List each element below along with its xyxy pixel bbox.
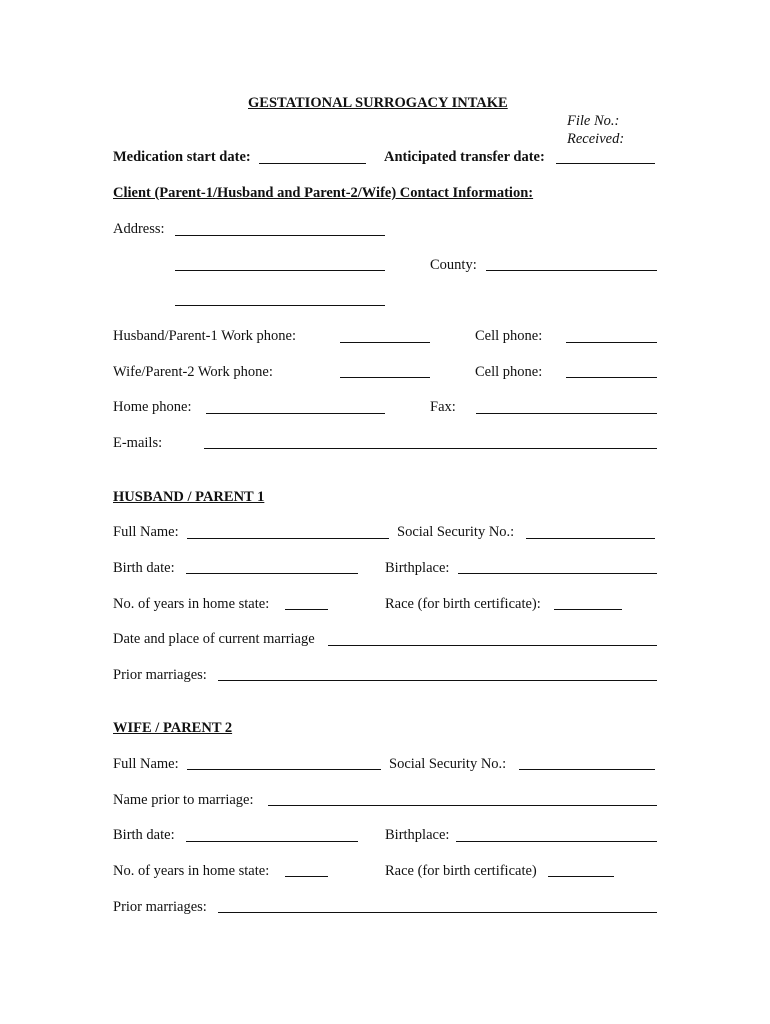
parent1-ssn-field[interactable] [526, 538, 655, 539]
parent1-years-home-state-field[interactable] [285, 609, 328, 610]
parent2-birthplace-label: Birthplace: [385, 827, 450, 843]
medication-start-label: Medication start date: [113, 149, 251, 165]
received-label: Received: [567, 131, 625, 147]
parent2-years-home-state-label: No. of years in home state: [113, 863, 270, 879]
page-title: GESTATIONAL SURROGACY INTAKE [248, 95, 508, 111]
anticipated-transfer-label: Anticipated transfer date: [384, 149, 545, 165]
address-line-2-field[interactable] [175, 270, 385, 271]
parent2-birthplace-field[interactable] [456, 841, 657, 842]
parent2-ssn-field[interactable] [519, 769, 655, 770]
parent2-birth-date-field[interactable] [186, 841, 358, 842]
anticipated-transfer-field[interactable] [556, 163, 655, 164]
parent2-full-name-label: Full Name: [113, 756, 179, 772]
emails-field[interactable] [204, 448, 657, 449]
wife-cell-phone-field[interactable] [566, 377, 657, 378]
parent2-prior-marriages-label: Prior marriages: [113, 899, 207, 915]
parent1-prior-marriages-field[interactable] [218, 680, 657, 681]
wife-cell-phone-label: Cell phone: [475, 364, 543, 380]
parent1-race-field[interactable] [554, 609, 622, 610]
parent2-full-name-field[interactable] [187, 769, 381, 770]
medication-start-field[interactable] [259, 163, 366, 164]
address-line-3-field[interactable] [175, 305, 385, 306]
parent1-ssn-label: Social Security No.: [397, 524, 515, 540]
parent1-full-name-field[interactable] [187, 538, 389, 539]
parent2-name-prior-label: Name prior to marriage: [113, 792, 254, 808]
emails-label: E-mails: [113, 435, 163, 451]
address-label: Address: [113, 221, 165, 237]
husband-cell-phone-label: Cell phone: [475, 328, 543, 344]
parent1-marriage-label: Date and place of current marriage [113, 631, 315, 647]
parent2-birth-date-label: Birth date: [113, 827, 175, 843]
parent2-ssn-label: Social Security No.: [389, 756, 507, 772]
parent2-name-prior-field[interactable] [268, 805, 657, 806]
husband-cell-phone-field[interactable] [566, 342, 657, 343]
parent1-birth-date-field[interactable] [186, 573, 358, 574]
parent1-birthplace-field[interactable] [458, 573, 657, 574]
parent1-prior-marriages-label: Prior marriages: [113, 667, 207, 683]
parent1-heading: HUSBAND / PARENT 1 [113, 489, 265, 505]
address-line-1-field[interactable] [175, 235, 385, 236]
contact-heading: Client (Parent-1/Husband and Parent-2/Wife) Contact Information: [113, 185, 534, 201]
wife-work-phone-label: Wife/Parent-2 Work phone: [113, 364, 273, 380]
parent2-prior-marriages-field[interactable] [218, 912, 657, 913]
parent1-birth-date-label: Birth date: [113, 560, 175, 576]
fax-label: Fax: [430, 399, 456, 415]
county-field[interactable] [486, 270, 657, 271]
parent1-full-name-label: Full Name: [113, 524, 179, 540]
file-number-label: File No.: [567, 113, 620, 129]
parent1-years-home-state-label: No. of years in home state: [113, 596, 270, 612]
parent2-race-label: Race (for birth certificate) [385, 863, 537, 879]
home-phone-field[interactable] [206, 413, 385, 414]
husband-work-phone-label: Husband/Parent-1 Work phone: [113, 328, 297, 344]
home-phone-label: Home phone: [113, 399, 192, 415]
parent1-birthplace-label: Birthplace: [385, 560, 450, 576]
parent1-marriage-field[interactable] [328, 645, 657, 646]
husband-work-phone-field[interactable] [340, 342, 430, 343]
county-label: County: [430, 257, 477, 273]
parent2-race-field[interactable] [548, 876, 614, 877]
parent2-years-home-state-field[interactable] [285, 876, 328, 877]
wife-work-phone-field[interactable] [340, 377, 430, 378]
parent2-heading: WIFE / PARENT 2 [113, 720, 233, 736]
parent1-race-label: Race (for birth certificate): [385, 596, 541, 612]
fax-field[interactable] [476, 413, 657, 414]
